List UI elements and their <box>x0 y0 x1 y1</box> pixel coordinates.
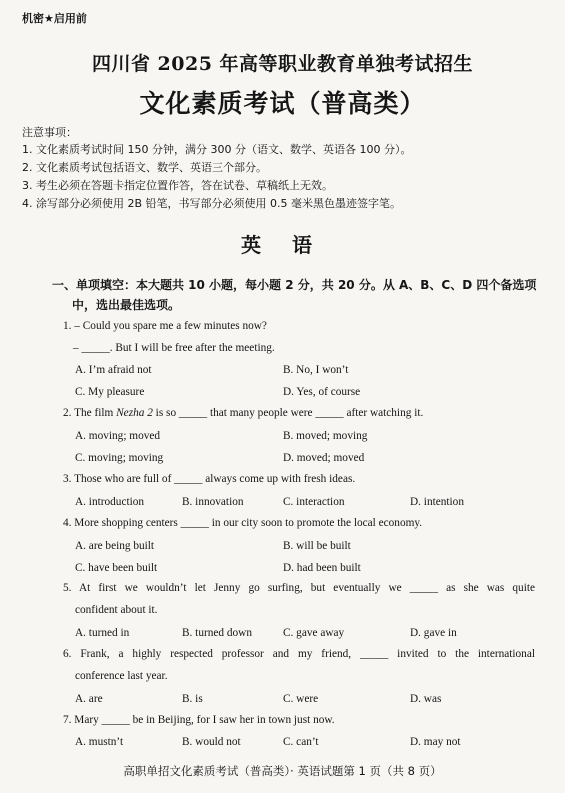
option-d: D. may not <box>410 736 461 748</box>
question-6-line-2: conference last year. <box>75 670 168 682</box>
option-a: A. are <box>75 693 103 705</box>
option-c: C. gave away <box>283 627 345 639</box>
option-d: D. had been built <box>283 562 361 574</box>
option-b: B. No, I won’t <box>283 364 349 376</box>
page-footer: 高职单招文化素质考试（普高类）· 英语试题第 1 页（共 8 页） <box>123 764 442 778</box>
question-6-line-1: 6. Frank, a highly respected professor and my friend, _____ invited to the international <box>63 648 535 660</box>
option-b: B. is <box>182 693 203 705</box>
option-a: A. mustn’t <box>75 736 124 748</box>
subject-title: 英 语 <box>241 233 324 257</box>
option-c: C. My pleasure <box>75 386 145 398</box>
option-a: A. I’m afraid not <box>75 364 152 376</box>
option-a: A. turned in <box>75 627 130 639</box>
option-c: C. have been built <box>75 562 158 574</box>
note-item: 4. 涂写部分必须使用 2B 铅笔，书写部分必须使用 0.5 毫米黑色墨迹签字笔。 <box>22 197 402 210</box>
option-d: D. gave in <box>410 627 457 639</box>
question-1-line-2: – _____. But I will be free after the meeting. <box>73 342 275 354</box>
option-d: D. moved; moved <box>283 452 365 464</box>
option-d: D. intention <box>410 496 464 508</box>
note-item: 3. 考生必须在答题卡指定位置作答，答在试卷、草稿纸上无效。 <box>22 179 333 192</box>
confidential-mark: 机密★启用前 <box>22 12 87 25</box>
option-a: A. are being built <box>75 540 155 552</box>
option-c: C. were <box>283 693 319 705</box>
exam-subtitle: 文化素质考试（普高类） <box>139 89 426 118</box>
option-b: B. turned down <box>182 627 252 639</box>
option-a: A. introduction <box>75 496 145 508</box>
question-1-line-1: 1. – Could you spare me a few minutes now? <box>63 320 267 332</box>
question-7-line-1: 7. Mary _____ be in Beijing, for I saw her in town just now. <box>63 714 335 726</box>
question-5-line-1: 5. At first we wouldn’t let Jenny go surfing, but eventually we _____ as she was quite <box>63 582 535 594</box>
option-b: B. will be built <box>283 540 351 552</box>
option-b: B. moved; moving <box>283 430 368 442</box>
section-instruction: 一、单项填空：本大题共 10 小题，每小题 2 分，共 20 分。从 A、B、C、D 四个备选项 <box>52 278 537 292</box>
question-4-line-1: 4. More shopping centers _____ in our city soon to promote the local economy. <box>63 517 423 529</box>
option-c: C. interaction <box>283 496 345 508</box>
option-d: D. Yes, of course <box>283 386 361 398</box>
option-d: D. was <box>410 693 442 705</box>
option-c: C. moving; moving <box>75 452 164 464</box>
section-instruction-cont: 中，选出最佳选项。 <box>72 298 181 312</box>
option-b: B. innovation <box>182 496 244 508</box>
note-item: 2. 文化素质考试包括语文、数学、英语三个部分。 <box>22 161 267 174</box>
option-c: C. can’t <box>283 736 319 748</box>
exam-title: 四川省 2025 年高等职业教育单独考试招生 <box>91 53 474 75</box>
question-5-line-2: confident about it. <box>75 604 158 616</box>
option-b: B. would not <box>182 736 241 748</box>
question-3-line-1: 3. Those who are full of _____ always come up with fresh ideas. <box>63 473 356 485</box>
option-a: A. moving; moved <box>75 430 161 442</box>
note-item: 1. 文化素质考试时间 150 分钟，满分 300 分（语文、数学、英语各 100 分）。 <box>22 143 412 156</box>
notes-heading: 注意事项： <box>22 126 77 139</box>
question-2-line-1: 2. The film Nezha 2 is so _____ that many people were _____ after watching it. <box>63 407 424 419</box>
